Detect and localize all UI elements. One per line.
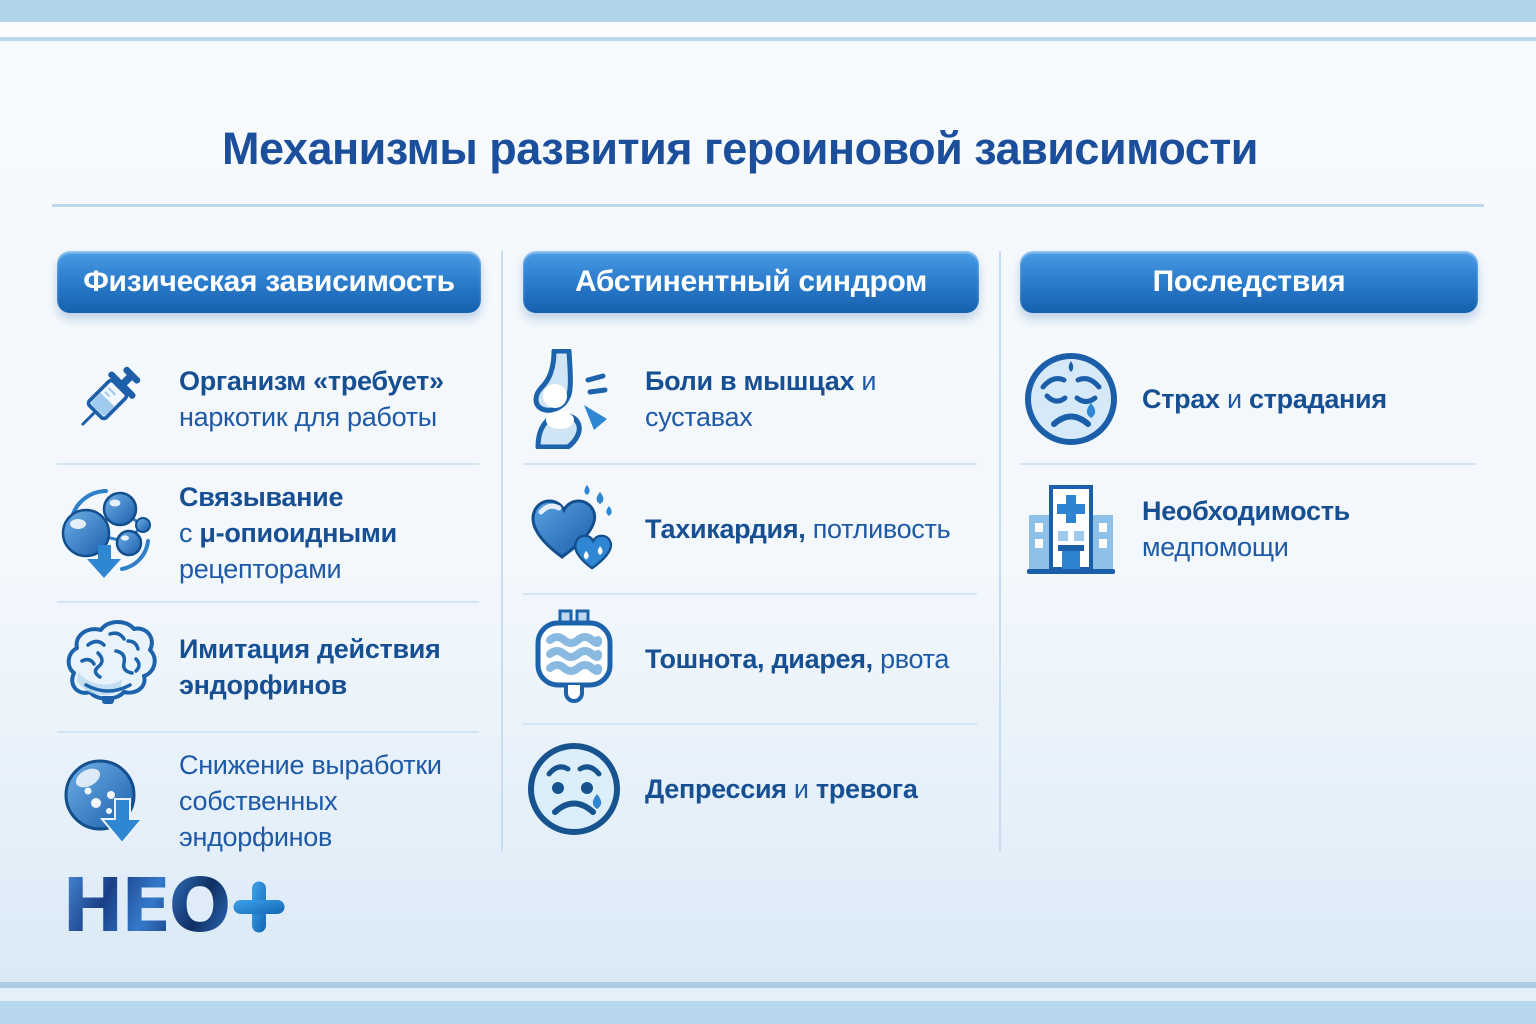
column-header: Абстинентный синдром	[523, 251, 979, 313]
receptor-molecules-icon	[57, 483, 159, 583]
top-band	[0, 0, 1536, 22]
sad-face-tear-icon	[523, 739, 625, 839]
item-text	[645, 771, 918, 807]
column-physical-dependence	[57, 251, 481, 869]
top-strip	[0, 22, 1536, 37]
list-item	[523, 335, 979, 463]
list-item	[1020, 335, 1478, 463]
text-line: Боли в мышцах и суставах	[645, 366, 877, 432]
worried-face-icon	[1020, 349, 1122, 449]
syringe-icon	[57, 349, 159, 449]
bottom-band	[0, 1001, 1536, 1024]
column-divider	[999, 251, 1001, 851]
heart-sweat-icon	[523, 479, 625, 579]
item-text	[1142, 381, 1387, 417]
item-text	[179, 363, 444, 435]
text-line: Снижение выработки	[179, 750, 442, 780]
column-consequences	[1020, 251, 1478, 593]
list-item	[57, 465, 481, 601]
list-item	[57, 733, 481, 869]
text-line: Связывание	[179, 482, 344, 512]
text-line: с μ-опиоидными	[179, 518, 397, 548]
list-item	[1020, 465, 1478, 593]
logo-plus-icon	[230, 878, 288, 941]
page-title: Механизмы развития героиновой зависимости	[222, 123, 1258, 174]
logo-wordmark: НЕО	[62, 863, 229, 949]
intestines-icon	[523, 609, 625, 709]
text-line: рецепторами	[179, 554, 342, 584]
column-divider	[501, 251, 503, 851]
joint-pain-icon	[523, 349, 625, 449]
brain-icon	[57, 617, 159, 717]
text-line: Необходимость	[1142, 496, 1350, 526]
hospital-icon	[1020, 479, 1122, 579]
column-header: Последствия	[1020, 251, 1478, 313]
column-withdrawal-syndrome	[523, 251, 979, 853]
list-item	[523, 595, 979, 723]
list-item	[57, 335, 481, 463]
text-line: наркотик для работы	[179, 402, 437, 432]
text-line: Имитация действия	[179, 634, 441, 664]
text-line: Организм «требует»	[179, 366, 444, 396]
column-header: Физическая зависимость	[57, 251, 481, 313]
text-line: Тахикардия, потливость	[645, 514, 951, 544]
text-line: эндорфинов	[179, 670, 347, 700]
list-item	[523, 725, 979, 853]
item-text	[645, 511, 950, 547]
text-line: Страх и страдания	[1142, 384, 1387, 414]
item-text	[179, 479, 397, 587]
endorphin-decline-icon	[57, 751, 159, 851]
list-item	[523, 465, 979, 593]
text-line: медпомощи	[1142, 532, 1289, 562]
text-line: собственных эндорфинов	[179, 786, 338, 852]
bottom-strip	[0, 988, 1536, 1001]
text-line: Тошнота, диарея, рвота	[645, 644, 950, 674]
list-item	[57, 603, 481, 731]
infographic-canvas	[0, 41, 1536, 982]
item-text	[645, 641, 949, 677]
item-text	[645, 363, 979, 435]
title-divider	[52, 204, 1484, 207]
item-text	[179, 747, 481, 855]
item-text	[179, 631, 441, 703]
neo-plus-logo	[62, 863, 288, 949]
item-text	[1142, 493, 1350, 565]
text-line: Депрессия и тревога	[645, 774, 918, 804]
